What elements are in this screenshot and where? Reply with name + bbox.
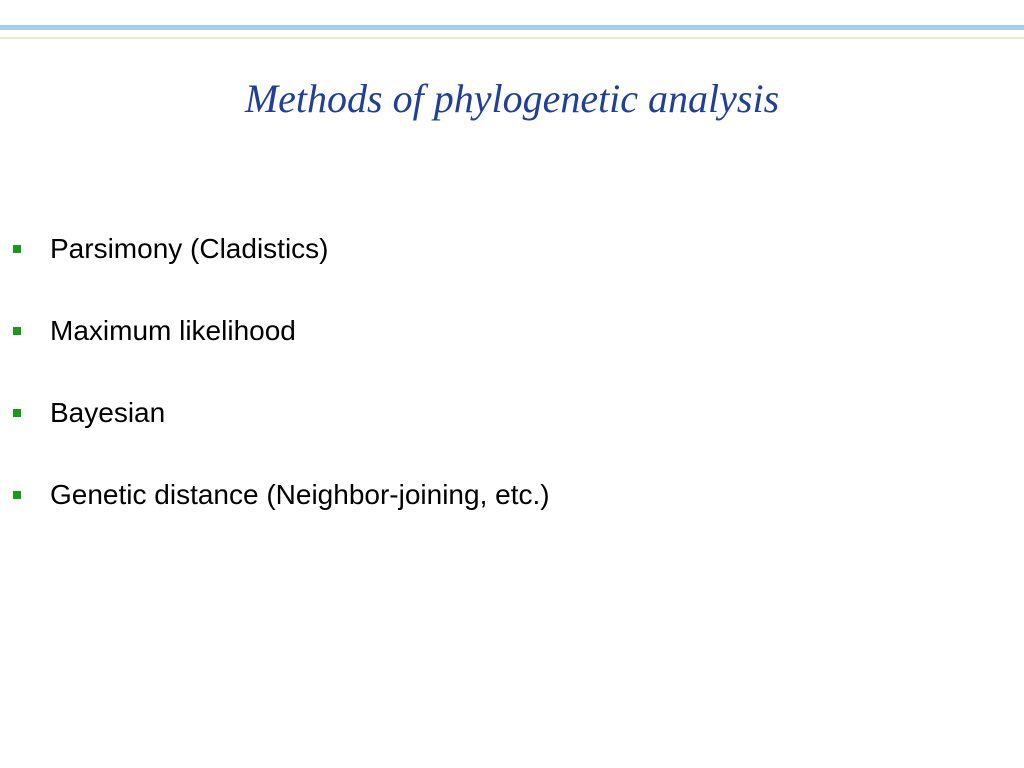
bullet-text: Bayesian	[50, 397, 166, 428]
bullet-text: Parsimony (Cladistics)	[50, 233, 329, 264]
square-bullet-icon	[13, 409, 21, 417]
square-bullet-icon	[13, 245, 21, 253]
square-bullet-icon	[13, 327, 21, 335]
bullet-item	[0, 393, 1024, 433]
bullet-item	[0, 475, 1024, 515]
bullet-text: Genetic distance (Neighbor-joining, etc.)	[50, 479, 550, 510]
bullet-text: Maximum likelihood	[50, 315, 296, 346]
square-bullet-icon	[13, 491, 21, 499]
bullet-item	[0, 229, 1024, 269]
slide-title: Methods of phylogenetic analysis	[244, 76, 780, 121]
bullet-item	[0, 311, 1024, 351]
